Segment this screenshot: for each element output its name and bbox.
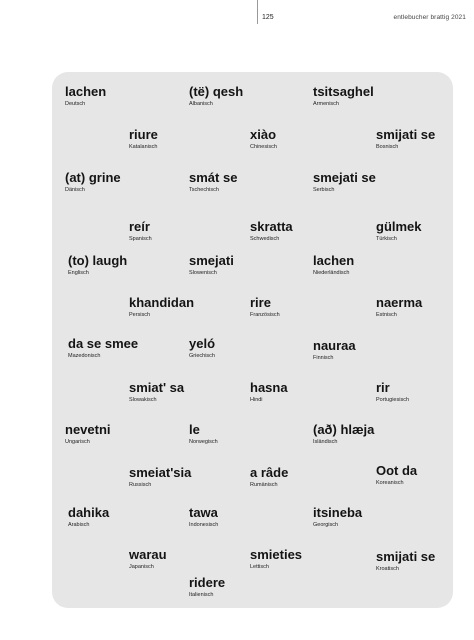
entry-language: Niederländisch	[313, 270, 350, 276]
entry-armenisch	[313, 84, 374, 108]
entry-word: xiào	[250, 127, 277, 142]
entry-language: Albanisch	[189, 101, 213, 107]
entry-language: Mazedonisch	[68, 353, 101, 359]
entry-indonesisch	[189, 505, 218, 529]
entry-language: Dänisch	[65, 187, 85, 193]
entry-word: nauraa	[313, 338, 356, 353]
entry-language: Rumänisch	[250, 482, 278, 488]
entry-language: Portugiesisch	[376, 397, 410, 403]
entry-language: Katalanisch	[129, 144, 158, 150]
entry-chinesisch	[250, 127, 277, 151]
entry-word: skratta	[250, 219, 293, 234]
entry-lettisch	[250, 547, 302, 571]
entry-word: (að) hlæja	[313, 422, 375, 437]
entry-language: Georgisch	[313, 522, 339, 528]
entry-language: Bosnisch	[376, 144, 399, 150]
entry-language: Deutsch	[65, 101, 86, 107]
entry-language: Indonesisch	[189, 522, 219, 528]
entry-katalanisch	[129, 127, 158, 151]
entry-language: Persisch	[129, 312, 151, 318]
entry-word: yeló	[189, 336, 216, 351]
entry-estnisch	[376, 295, 422, 319]
entry-word: rire	[250, 295, 271, 310]
entry-word: smejati se	[313, 170, 376, 185]
entry-language: Norwegisch	[189, 439, 218, 445]
entry-word: smeiat'sia	[129, 465, 192, 480]
header-divider	[257, 0, 258, 24]
entry-word: smijati se	[376, 127, 436, 142]
entry-word: ridere	[189, 575, 226, 590]
entry-word: smijati se	[376, 549, 436, 564]
entry-word: reír	[129, 219, 150, 234]
entry-language: Schwedisch	[250, 236, 280, 242]
entry-language: Italienisch	[189, 592, 214, 598]
entry-koreanisch	[376, 463, 417, 487]
entry-language: Serbisch	[313, 187, 335, 193]
entry-language: Slowenisch	[189, 270, 217, 276]
entry-franzoesisch	[250, 295, 280, 319]
entry-word: a râde	[250, 465, 289, 480]
entry-hindi	[250, 380, 288, 404]
entry-language: Slowakisch	[129, 397, 157, 403]
entry-word: da se smee	[68, 336, 139, 351]
entry-islaendisch	[313, 422, 374, 446]
entry-daenisch	[65, 170, 121, 194]
entry-word: itsineba	[313, 505, 363, 520]
entry-word: warau	[129, 547, 167, 562]
entry-tschechisch	[189, 170, 237, 194]
entry-persisch	[129, 295, 194, 319]
entry-language: Türkisch	[376, 236, 397, 242]
entry-language: Estnisch	[376, 312, 397, 318]
entry-spanisch	[129, 219, 152, 243]
entry-language: Tschechisch	[189, 187, 219, 193]
entry-language: Armenisch	[313, 101, 339, 107]
entry-word: Oot da	[376, 463, 418, 478]
entry-language: Finnisch	[313, 355, 334, 361]
entry-language: Arabisch	[68, 522, 90, 528]
entry-word: smiat' sa	[129, 380, 185, 395]
entry-slowakisch	[129, 380, 184, 404]
entry-deutsch	[65, 84, 106, 108]
entry-slowenisch	[189, 253, 234, 277]
entry-schwedisch	[250, 219, 293, 243]
entry-word: smejati	[189, 253, 234, 268]
entry-word: (at) grine	[65, 170, 121, 185]
entry-language: Chinesisch	[250, 144, 277, 150]
entry-italienisch	[189, 575, 225, 599]
entry-word: rir	[376, 380, 390, 395]
entry-norwegisch	[189, 422, 218, 446]
entry-finnisch	[313, 338, 356, 362]
entry-word: le	[189, 422, 200, 437]
entry-language: Ungarisch	[65, 439, 90, 445]
entry-language: Französisch	[250, 312, 280, 318]
entry-tuerkisch	[376, 219, 422, 243]
entry-englisch	[68, 253, 127, 277]
entry-word: smát se	[189, 170, 238, 185]
entry-word: lachen	[65, 84, 107, 99]
entry-language: Lettisch	[250, 564, 269, 570]
entry-language: Koreanisch	[376, 480, 404, 486]
entry-language: Englisch	[68, 270, 89, 276]
entry-language: Japanisch	[129, 564, 154, 570]
entry-griechisch	[189, 336, 215, 360]
entry-language: Isländisch	[313, 439, 338, 445]
entry-serbisch	[313, 170, 376, 194]
entry-word: (të) qesh	[189, 84, 244, 99]
entry-language: Spanisch	[129, 236, 152, 242]
entry-portugiesisch	[376, 380, 409, 404]
entry-arabisch	[68, 505, 109, 529]
entry-russisch	[129, 465, 191, 489]
entry-word: tawa	[189, 505, 218, 520]
entry-rumaenisch	[250, 465, 288, 489]
entry-word: smieties	[250, 547, 303, 562]
entry-word: riure	[129, 127, 158, 142]
entry-bosnisch	[376, 127, 435, 151]
entry-word: gülmek	[376, 219, 422, 234]
word-panel	[52, 72, 453, 608]
page-number: 125	[262, 14, 274, 21]
entry-georgisch	[313, 505, 362, 529]
entry-language: Kroatisch	[376, 566, 399, 572]
entry-word: nevetni	[65, 422, 111, 437]
entry-word: dahika	[68, 505, 110, 520]
entry-ungarisch	[65, 422, 111, 446]
entry-language: Griechisch	[189, 353, 215, 359]
entry-albanisch	[189, 84, 243, 108]
entry-word: tsitsaghel	[313, 84, 374, 99]
publication-title: entlebucher brattig 2021	[393, 14, 466, 21]
entry-mazedonisch	[68, 336, 138, 360]
entry-word: khandidan	[129, 295, 195, 310]
entry-kroatisch	[376, 549, 435, 573]
entry-word: naerma	[376, 295, 423, 310]
entry-japanisch	[129, 547, 167, 571]
entry-word: lachen	[313, 253, 355, 268]
entry-word: (to) laugh	[68, 253, 128, 268]
entry-niederlaendisch	[313, 253, 354, 277]
entry-language: Russisch	[129, 482, 152, 488]
entry-language: Hindi	[250, 397, 263, 403]
entry-word: hasna	[250, 380, 288, 395]
